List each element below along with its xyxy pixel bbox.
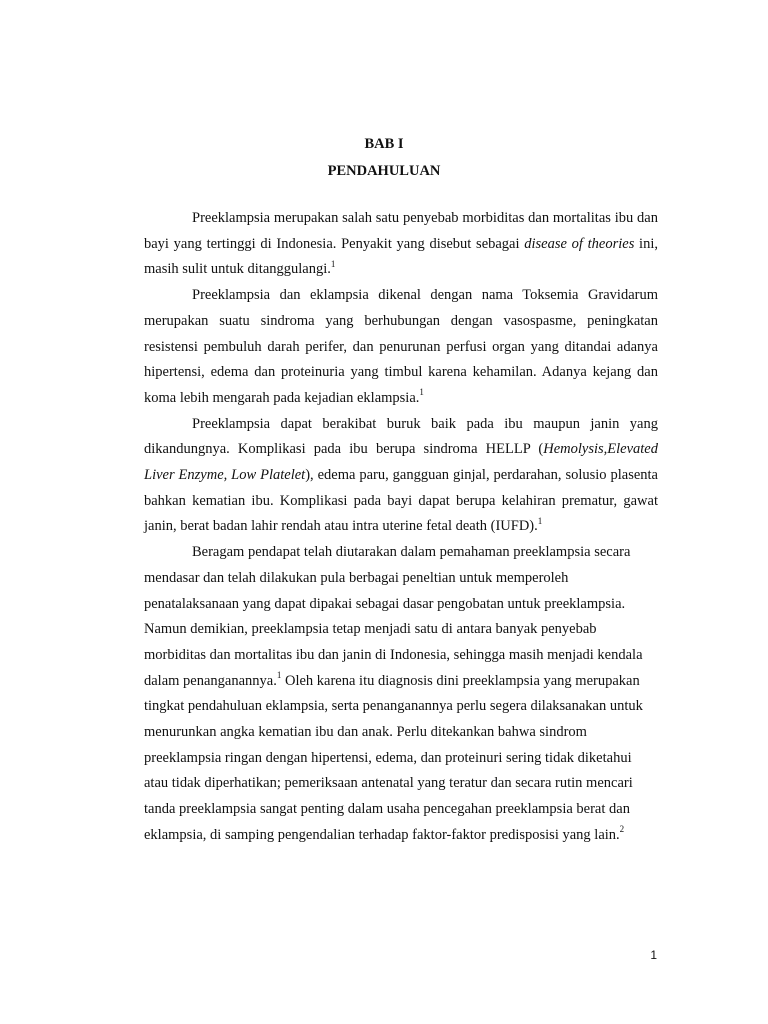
paragraph-4-text-b: Oleh karena itu diagnosis dini preeklampsia yang merupakan tingkat pendahuluan eklampsia, serta penanganannya perlu segera dilaksanakan untuk menurunkan angka kematian ibu dan anak. Perlu ditekankan bahwa sindrom preeklampsia ringan dengan hipertensi, edema, dan proteinuri sering tidak diketahui atau tidak diperhatikan; pemeriksaan antenatal yang teratur dan secara rutin mencari tanda preeklampsia sangat penting dalam usaha pencegahan preeklampsia berat dan eklampsia, di samping pengendalian terhadap faktor-faktor predisposisi yang lain. — [144, 672, 643, 843]
paragraph-3-text-a: Preeklampsia dapat berakibat buruk baik pada ibu maupun janin yang dikandungnya. Komplikasi pada ibu berupa sindroma HELLP ( — [144, 415, 658, 458]
citation-ref: 1 — [330, 258, 336, 269]
paragraph-3 — [144, 412, 658, 541]
citation-ref: 1 — [537, 515, 543, 526]
chapter-title: PENDAHULUAN — [327, 163, 441, 179]
paragraph-1-italic: disease of theories — [524, 235, 635, 252]
page-number: 1 — [650, 948, 657, 962]
paragraph-4 — [144, 540, 658, 848]
citation-ref: 2 — [619, 824, 625, 835]
paragraph-1 — [144, 206, 658, 283]
paragraph-2-text: Preeklampsia dan eklampsia dikenal dengan nama Toksemia Gravidarum merupakan suatu sindroma yang berhubungan dengan vasospasme, peningkatan resistensi pembuluh darah perifer, dan penurunan perfusi organ yang ditandai adanya hipertensi, edema dan proteinuria yang timbul karena kehamilan. Adanya kejang dan koma lebih mengarah pada kejadian eklampsia. — [144, 287, 658, 406]
paragraph-3-italic: Hemolysis,Elevated Liver Enzyme, Low Platelet — [144, 441, 658, 484]
paragraph-3-text-c: ), edema paru, gangguan ginjal, perdarahan, solusio plasenta bahkan kematian ibu. Komplikasi pada bayi dapat berupa kelahiran prematur, gawat janin, berat badan lahir rendah atau intra uterine fetal death (IUFD). — [144, 467, 658, 535]
citation-ref: 1 — [419, 387, 424, 398]
citation-ref: 1 — [276, 669, 282, 680]
paragraph-1-text-a: Preeklampsia merupakan salah satu penyebab morbiditas dan mortalitas ibu dan bayi yang tertinggi di Indonesia. Penyakit yang disebut sebagai — [144, 210, 658, 252]
paragraph-2 — [144, 283, 658, 412]
paragraph-4-text-a: Beragam pendapat telah diutarakan dalam pemahaman preeklampsia secara mendasar dan telah dilakukan pula berbagai peneltian untuk memperoleh penatalaksanaan yang dapat dipakai sebagai dasar pengobatan untuk preeklampsia. Namun demikian, preeklampsia tetap menjadi satu di antara banyak penyebab morbiditas dan mortalitas ibu dan janin di Indonesia, sehingga masih menjadi kendala dalam penanganannya. — [144, 544, 643, 689]
body-text — [144, 206, 658, 849]
paragraph-1-text-c: ini, masih sulit untuk ditanggulangi. — [144, 235, 658, 278]
chapter-number: BAB I — [364, 136, 404, 152]
